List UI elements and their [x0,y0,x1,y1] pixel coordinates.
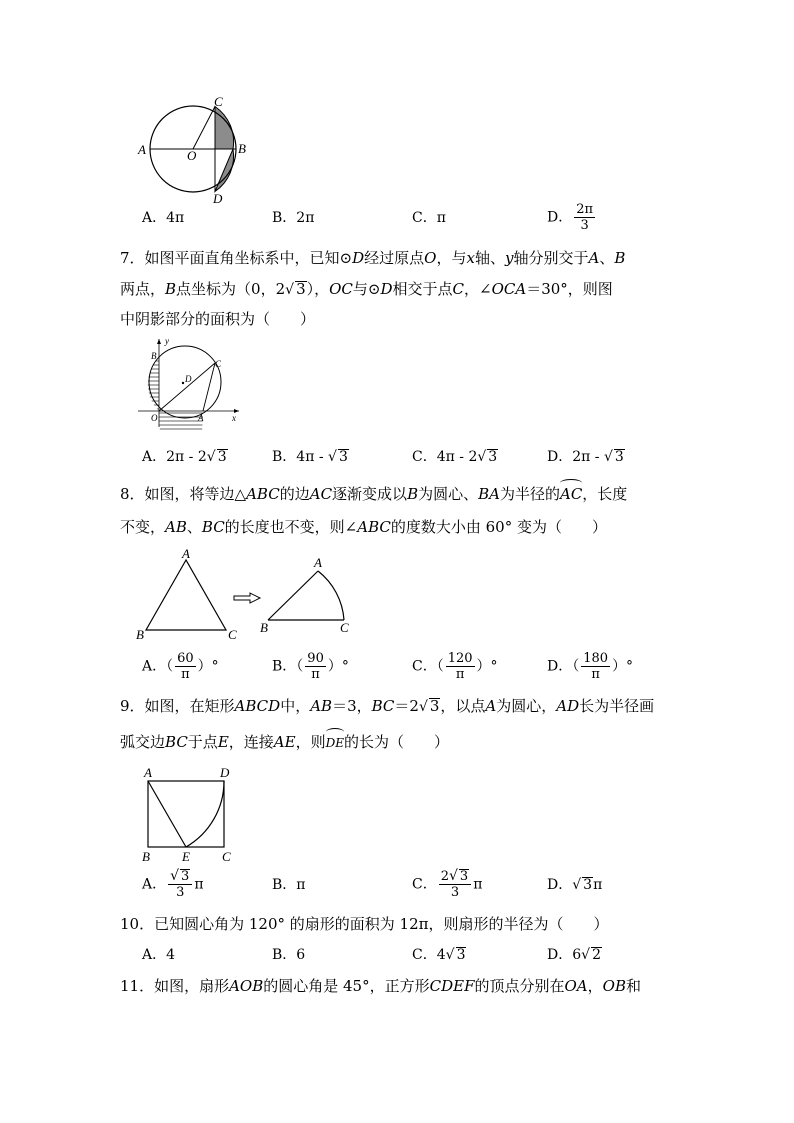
q8-option-b[interactable]: B．（ $\frac{90}{\pi}$ ）° [272,651,349,682]
q9-label-c: C [222,849,231,864]
q10-stem-line-1: 10．已知圆心角为 120° 的扇形的面积为 12π，则扇形的半径为（ ） [120,915,609,933]
q7-label-a: A [198,413,204,423]
q10-option-c[interactable]: C．4√ 3 [412,947,466,963]
q7-label-x: x [232,413,236,423]
q7-label-y: y [165,336,169,346]
q8-option-a[interactable]: A．（ $\frac{60}{\pi}$ ）° [142,651,219,682]
q9-option-d[interactable]: D．√ 3π [547,877,603,893]
fraction: $\frac{2\pi}{3}$ [576,202,594,233]
q7-option-a[interactable]: A．2π - 2√ 3 [142,449,227,465]
q10-option-b[interactable]: B．6 [272,947,306,963]
arc-notation: AC [560,482,582,504]
q6-label-c: C [214,95,223,109]
q7-label-b: B [151,351,157,361]
q9-option-b[interactable]: B．π [272,877,306,893]
q6-label-d: D [213,191,223,205]
q7-stem-line-2: 两点，B点坐标为（0，2√ 3），OC与⊙D相交于点C，∠OCA＝30°，则图 [120,280,613,298]
q7-label-o: O [151,413,158,423]
q9-label-e: E [182,849,190,864]
q10-option-d[interactable]: D．6√ 2 [547,947,601,963]
q7-option-d[interactable]: D．2π - √ 3 [547,449,624,465]
q6-option-d[interactable]: D． $\frac{2\pi}{3}$ [547,202,594,233]
q9-label-b: B [142,849,150,864]
q8-label-c2: C [340,620,349,635]
q9-option-a[interactable]: A． $\frac{√ 3}{3}$ π [142,868,204,900]
q9-option-c[interactable]: C． $\frac{2√ 3}{3}$ π [412,868,483,900]
arc-notation: DE [326,731,344,753]
q11-stem-line-1: 11．如图，扇形AOB的圆心角是 45°，正方形CDEF的顶点分别在OA，OB和 [120,977,641,995]
q9-stem-line-2: 弧交边BC于点E，连接AE，则DE的长为（ ） [120,733,449,751]
q7-label-d: D [185,374,192,384]
q6-label-o: O [187,148,197,163]
q7-option-c[interactable]: C．4π - 2√ 3 [412,449,498,465]
q8-label-b1: B [136,627,144,642]
q9-rectangle-figure [138,763,238,865]
q8-stem-line-2: 不变，AB、BC的长度也不变，则∠ABC的度数大小由 60° 变为（ ） [120,518,607,536]
q7-stem-line-3: 中阴影部分的面积为（ ） [120,310,316,328]
q10-option-a[interactable]: A．4 [142,947,176,963]
q6-option-a[interactable]: A．4π [142,210,185,226]
q7-coordinate-figure [135,335,245,430]
q6-circle-figure [135,95,255,205]
q7-label-c: C [215,359,222,369]
q7-stem-line-1: 7．如图平面直角坐标系中，已知⊙D经过原点O，与x轴、y轴分别交于A、B [120,249,626,267]
q7-option-b[interactable]: B．4π - √ 3 [272,449,348,465]
q8-option-d[interactable]: D．（ $\frac{180}{\pi}$ ）° [547,651,634,682]
q6-label-a: A [138,142,146,157]
q6-option-b[interactable]: B．2π [272,210,315,226]
q9-label-d: D [220,765,230,780]
q6-label-b: B [238,141,246,156]
q6-option-c[interactable]: C．π [412,210,446,226]
q9-stem-line-1: 9．如图，在矩形ABCD中，AB＝3，BC＝2√ 3，以点A为圆心，AD长为半径画 [120,697,655,715]
q8-label-c1: C [228,627,237,642]
q8-label-a1: A [182,548,190,561]
q8-triangle-to-sector-figure [132,548,372,643]
q8-stem-line-1: 8．如图，将等边△ABC的边AC逐渐变成以B为圆心、BA为半径的AC，长度 [120,482,627,504]
q9-label-a: A [144,765,152,780]
q8-label-a2: A [314,555,322,570]
q8-label-b2: B [260,620,268,635]
q8-option-c[interactable]: C．（ $\frac{120}{\pi}$ ）° [412,651,498,682]
